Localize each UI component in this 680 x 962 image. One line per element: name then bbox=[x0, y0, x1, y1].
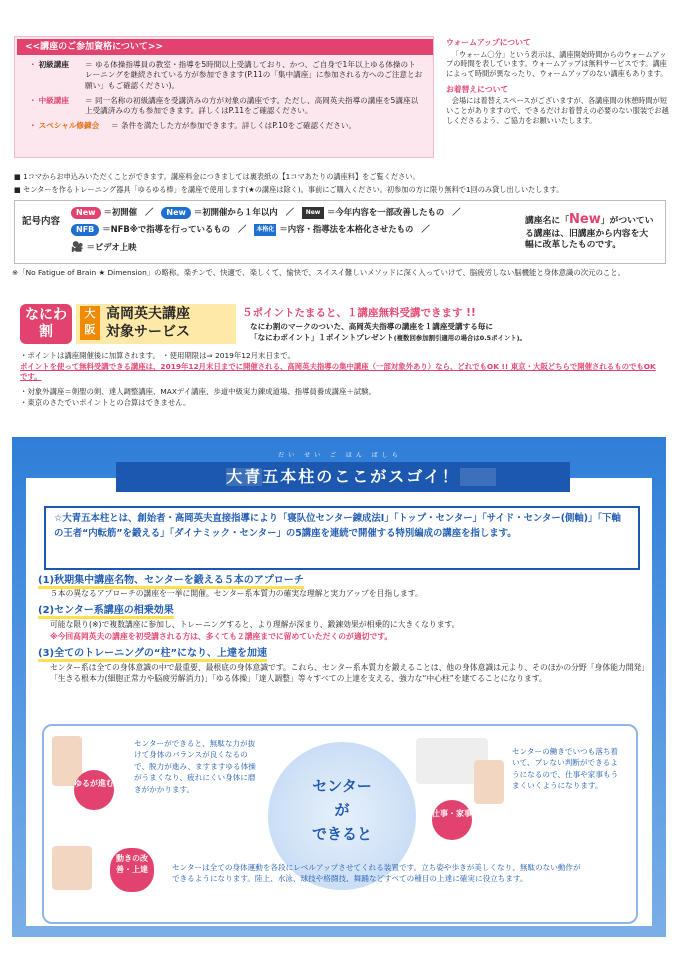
video-camera-icon: 🎥 bbox=[71, 242, 84, 253]
feature-lead: ☆大青五本柱とは、創始者・高岡英夫直接指導により「寝队位センター錬成法Ⅰ」「トップ・センター」「サイド・センター(側軸)」「下軸の王者“内転筋”を鍛える」「ダイナミック・センター」の5講座を連続で開催する特別編成の講座を指します。 bbox=[44, 506, 640, 570]
work-circle: 仕事・家事 bbox=[432, 800, 472, 840]
osaka-icon: 大阪 bbox=[80, 306, 100, 340]
legend-label: 記号内容 bbox=[21, 216, 60, 227]
movement-text: センターは全ての身体運動を各段にレベルアップさせてくれる装置です。立ち姿や歩きが美しくなり、無駄のない動作ができるようになります。陸上、水泳、球技や格闘技、舞踊などすべての種目の上達に確実に役立ちます。 bbox=[172, 863, 581, 884]
qualification-key: 中級講座 bbox=[38, 95, 69, 105]
naniwari-sub: なにわ割のマークのついた、高岡英夫指導の講座を１講座受講する毎に 「なにわポイント」１ポイントプレゼント(複数回参加割引適用の場合は0.5ポイント)。 bbox=[250, 322, 526, 342]
naniwari-points: ５ポイントたまると、１講座無料受講できます !! bbox=[242, 307, 476, 319]
qualification-box bbox=[14, 36, 434, 158]
qualification-value: ＝ 条件を満たした方が参加できます。詳しくはP.10をご確認ください。 bbox=[111, 121, 357, 131]
naniwari-badge: なにわ割 bbox=[20, 304, 72, 344]
new-within-year-icon: New bbox=[161, 207, 191, 219]
point-rules: ・ポイントは講座開催後に加算されます。 ・使用期限は⇒ 2019年12月末日まで。 ポイントを使って無料受講できる講座は、2019年12月末日までに開催される、高岡英夫指導の集中講座（一部対象外あり）なら、どれでもOK !! 東京・大阪どちらで開催されるものでもOKです。 ・対象外講座＝剣聖の剣、達人調整講座、MAXデイ講座、歩道中級実力錬成道場、指導員養成講座＋試験。 ・東京のさたでいポイントとの合算はできません。 bbox=[20, 351, 656, 407]
legend-honkaku-text: ＝内容・指導法を本格化させたもの bbox=[279, 224, 414, 235]
legend-new-note: 講座名に「New」がついている講座は、旧講座から内容を大幅に改革したものです。 bbox=[525, 212, 654, 251]
info-line-2: ■ センターを作るトレーニング器具「ゆるゆる棒」を講座で使用します(★の講座は除く)。事前にご購入ください。初参加の方に限り無料で1回のみ貸し出しいたします。 bbox=[14, 185, 564, 194]
qualification-key: 初級講座 bbox=[38, 60, 69, 70]
notes-panel bbox=[446, 38, 671, 131]
warmup-title: ウォームアップについて bbox=[446, 38, 531, 47]
yuru-circle: ゆるが進む bbox=[74, 770, 114, 810]
section-2-title: (2)センター系講座の相乗効果 bbox=[38, 604, 174, 618]
movement-circle: 動きの改善・上達 bbox=[110, 848, 154, 892]
nfb-icon: NFB bbox=[71, 224, 99, 236]
qualification-row: ・ スペシャル修錬会 ＝ 条件を満たした方が参加できます。詳しくはP.10をご確認ください。 bbox=[29, 121, 423, 131]
qualification-value: ＝ 同一名称の初級講座を受講済みの方が対象の講座です。ただし、高岡英夫指導の講座を5講座以上受講済みの方も参加できます。詳しくはP.11をご確認ください。 bbox=[85, 95, 419, 116]
legend-new-text: ＝初開催 bbox=[103, 207, 138, 218]
section-1-title: (1)秋期集中講座名物、センターを鍛える５本のアプローチ bbox=[38, 574, 304, 588]
section-1-text: ５本の異なるアプローチの講座を一挙に開催。センター系本質力の確実な理解と実力アップを目指します。 bbox=[50, 589, 423, 598]
nfb-footnote: ※「No Fatigue of Brain ★ Dimension」の略称。楽チンで、快適で、楽しくて、愉快で、スイスイ難しいメソッドに深く入っていけて、脳疲労しない脳機能と身体意識の次元のこと。 bbox=[12, 268, 626, 277]
section-3-title: (3)全てのトレーニングの“柱”になり、上達を加速 bbox=[38, 647, 267, 661]
info-line-1: ■ 1コマからお申込みいただくことができます。講座料金につきましては裏表紙の【1コマあたりの講座料】をご覧ください。 bbox=[14, 172, 420, 181]
legend-nfb-text: ＝NFB※で指導を行っているもの bbox=[102, 224, 231, 235]
section-3-text: センター系は全ての身体意識の中で最重要、最根底の身体意識です。これら、センター系本質力を鍛えることは、他の身体意識は元より、そのほかの分野「身体能力開発」「生きる根本力(細胞正常力や脳疲労解消力)」「ゆる体操」「達人調整」等々すべての上達を支える、強力な“中心柱”を建てることになります。 bbox=[50, 663, 650, 684]
qualification-row: ・ 中級講座 ＝ 同一名称の初級講座を受講済みの方が対象の講座です。ただし、高岡英夫指導の講座を5講座以上受講済みの方も参加できます。詳しくはP.11をご確認ください。 bbox=[29, 96, 423, 117]
warmup-text: 「ウォーム〇分」という表示は、講座開始時間からのウォームアップの時間を表しています。ウォームアップは無料サービスです。講座によって時間が異なったり、ウォームアップのない講座もあります。 bbox=[446, 49, 668, 78]
legend-new2-text: ＝初開催から１年以内 bbox=[193, 207, 278, 218]
section-2-note: ※今回高岡英夫の講座を初受講される方は、多くても２講座までに留めていただくのが適切です。 bbox=[50, 632, 393, 641]
qualification-value: ＝ ゆる体操指導員の教室・指導を5時間以上受講しており、かつ、ご自身で1年以上ゆる体操のトレーニングを継続されている方が参加できます(P.11の「集中講座」に参加される方へのご注意とお願い」もご確認ください)。 bbox=[85, 60, 423, 90]
work-text: センターの働きでいつも落ち着いて、ブレない判断ができるようになるので、仕事や家事もうまくいくようになります。 bbox=[512, 747, 619, 791]
legend-updated-text: ＝今年内容を一部改善したもの bbox=[327, 207, 445, 218]
athlete-figure-icon bbox=[52, 846, 92, 890]
qualification-heading: <<講座のご参加資格について>> bbox=[17, 39, 433, 55]
symbol-legend: 記号内容 New ＝初開催 ／ New ＝初開催から１年以内 ／ New ＝今年内容を一部改善したもの ／ NFB ＝NFB※で指導を行っているもの ／ 本格化 ＝内容・指導法を本格化させたもの ／ 🎥 ＝ビデオ上映 講座名に「New」がついている講座は、旧講座から内容を大幅に改革したものです。 bbox=[14, 200, 666, 264]
naniwari-title: 高岡英夫講座 対象サービス bbox=[106, 306, 190, 340]
center-label: センター が できると bbox=[311, 777, 372, 843]
change-text: 会場には着替えスペースがございますが、各講座間の休憩時間が短いことがありますので、できるだけお着替えの必要のない服装でお越しくださるよう、ご協力をお願いいたします。 bbox=[446, 96, 669, 125]
feature-banner: 大青五本柱のここがスゴイ！ bbox=[116, 462, 570, 492]
change-title: お着替えについて bbox=[446, 84, 509, 94]
yuru-text: センターができると、無駄な力が抜けて身体のバランスが良くなるので、脱力が進み、ますますゆる体操がうまくなり、疲れにくい身体に磨きがかかります。 bbox=[134, 739, 256, 794]
legend-video-text: ＝ビデオ上映 bbox=[86, 242, 137, 253]
honkaku-icon: 本格化 bbox=[254, 224, 276, 236]
updated-icon: New bbox=[302, 207, 324, 219]
section-2-text: 可能な限り(※)で複数講座に参加し、トレーニングすると、より理解が深まり、鍛錬効果が相乗的に大きくなります。 bbox=[50, 620, 460, 629]
banner-ruby: だい せい ご ほん ばしら bbox=[278, 452, 402, 459]
new-badge-icon: New bbox=[71, 207, 101, 219]
qualification-row: ・ 初級講座 ＝ ゆる体操指導員の教室・指導を5時間以上受講しており、かつ、ご自身で1年以上ゆる体操のトレーニングを継続されている方が参加できます(P.11の「集中講座」に参加される方へのご注意とお願い」もご確認ください)。 bbox=[29, 60, 423, 90]
cooking-figure-icon bbox=[474, 760, 504, 804]
qualification-key: スペシャル修錬会 bbox=[38, 121, 100, 131]
